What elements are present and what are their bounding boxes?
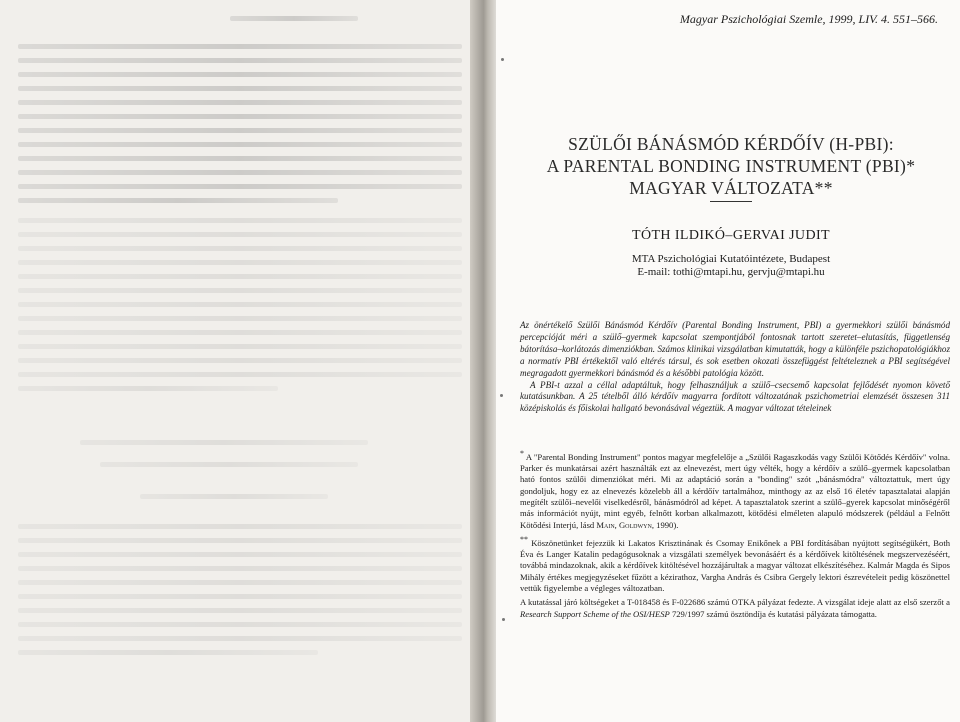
footnote-1-citation: Main, Goldwyn — [596, 519, 652, 530]
right-page — [496, 0, 960, 722]
abstract-paragraph-1: Az önértékelő Szülői Bánásmód Kérdőív (Parental Bonding Instrument, PBI) a gyermekkori szülői bánásmód percepcióját méri a szülő–gyermek kapcsolat szempontjából fontosnak tartott szeretet–elutasítás, függetlenség bátorítása–korlátozás dimenziókban. Számos klinikai vizsgálatban kimutatták, hogy a különféle pszichopatológiákhoz a normatív PBI értékektől való eltérés társul, és sok esetben okozati összefüggést feltételeznek a PBI segítségével megragadott gyermekkori bánásmód és a későbbi patológia között. — [520, 320, 950, 378]
abstract — [520, 320, 950, 415]
scan-speck — [502, 618, 505, 621]
footnote-1-text-b: , 1990). — [651, 519, 679, 530]
footnote-2 — [520, 534, 950, 594]
affiliation — [516, 253, 946, 279]
left-page-bleedthrough — [0, 0, 478, 722]
title-line-3: MAGYAR VÁLTOZATA** — [629, 178, 833, 198]
article-title — [516, 133, 946, 202]
footnote-1-text-a: A "Parental Bonding Instrument" pontos magyar megfelelője a „Szülői Ragaszkodás vagy Szülői Kötődés Kérdőív" volna. Parker és munkatársai azért használták ezt az elnevezést, mert úgy vélték, hogy a kérdőív a szülő–gyermek kapcsolatban ható fontos szülői dimenziókat méri. Mi az adaptáció során a "bonding" szót „bánásmódra" változtattuk, mert úgy gondoljuk, hogy ez az elnevezés közelebb áll a kérdőív tartalmához, minthogy az az első 16 életév tapasztalatai alapján megítélt szülői–nevelői viselkedésről, bánásmódról ad képet. A tapasztalatok szerint a szülő–gyerek kapcsolat minőségéről más információt nyújt, mint egyéb, felnőtt korban alkalmazott, kötődési elméleten alapuló módszerek (például a Felnőtt Kötődési Interjú, lásd — [520, 451, 950, 530]
email: E-mail: tothi@mtapi.hu, gervju@mtapi.hu — [637, 266, 825, 278]
authors: TÓTH ILDIKÓ–GERVAI JUDIT — [632, 228, 830, 243]
footnote-3-text-b: 729/1997 számú ösztöndíja és kutatási pályázata támogatta. — [669, 608, 877, 619]
footnotes — [520, 448, 950, 623]
title-divider — [710, 201, 752, 202]
title-line-2: A PARENTAL BONDING INSTRUMENT (PBI)* — [546, 156, 916, 176]
footnote-2-mark: ** — [520, 534, 528, 544]
footnote-3-text-a: A kutatással járó költségeket a T-018458 és F-022686 számú OTKA pályázat fedezte. A vizsgálat ideje alatt az első szerzőt a — [520, 597, 950, 608]
footnote-1-mark: * — [520, 449, 524, 458]
footnote-3-program: Research Support Scheme of the OSI/HESP — [520, 608, 670, 619]
journal-reference: Magyar Pszichológiai Szemle, 1999, LIV. 4. 551–566. — [679, 12, 938, 26]
abstract-paragraph-2: A PBI-t azzal a céllal adaptáltuk, hogy felhasználjuk a szülő–csecsemő kapcsolat fejlődését nyomon követő kutatásunkban. A 25 tételből álló kérdőív magyarra fordított változatának pszichometriai elemzését összesen 311 középiskolás és főiskolai hallgató bevonásával végeztük. A magyar változat tételeinek — [520, 379, 950, 414]
footnote-1 — [520, 448, 950, 531]
scan-speck — [500, 394, 503, 397]
title-line-1: SZÜLŐI BÁNÁSMÓD KÉRDŐÍV (H-PBI): — [568, 134, 894, 154]
institute: MTA Pszichológiai Kutatóintézete, Budapest — [631, 253, 831, 265]
footnote-2-text: Köszönetünket fejezzük ki Lakatos Krisztinának és Csomay Enikőnek a PBI fordításában nyújtott segítségükért, Both Éva és Langer Katalin pedagógusoknak a vizsgálati személyek bevonásáért és a kérdőívek kitöltésének megszervezéséért, továbbá mindazoknak, akik a kérdőívek kitöltésével hozzájárultak a magyar változat elkészítéséhez. Kalmár Magda és Sipos Mihály értékes megjegyzéseket fűzött a kézirathoz, Vargha András és Csibra Gergely lektori észrevételeit pedig köszönettel vettük figyelembe a végleges változatban. — [520, 537, 950, 593]
footnote-3 — [520, 597, 950, 620]
scan-speck — [501, 58, 504, 61]
